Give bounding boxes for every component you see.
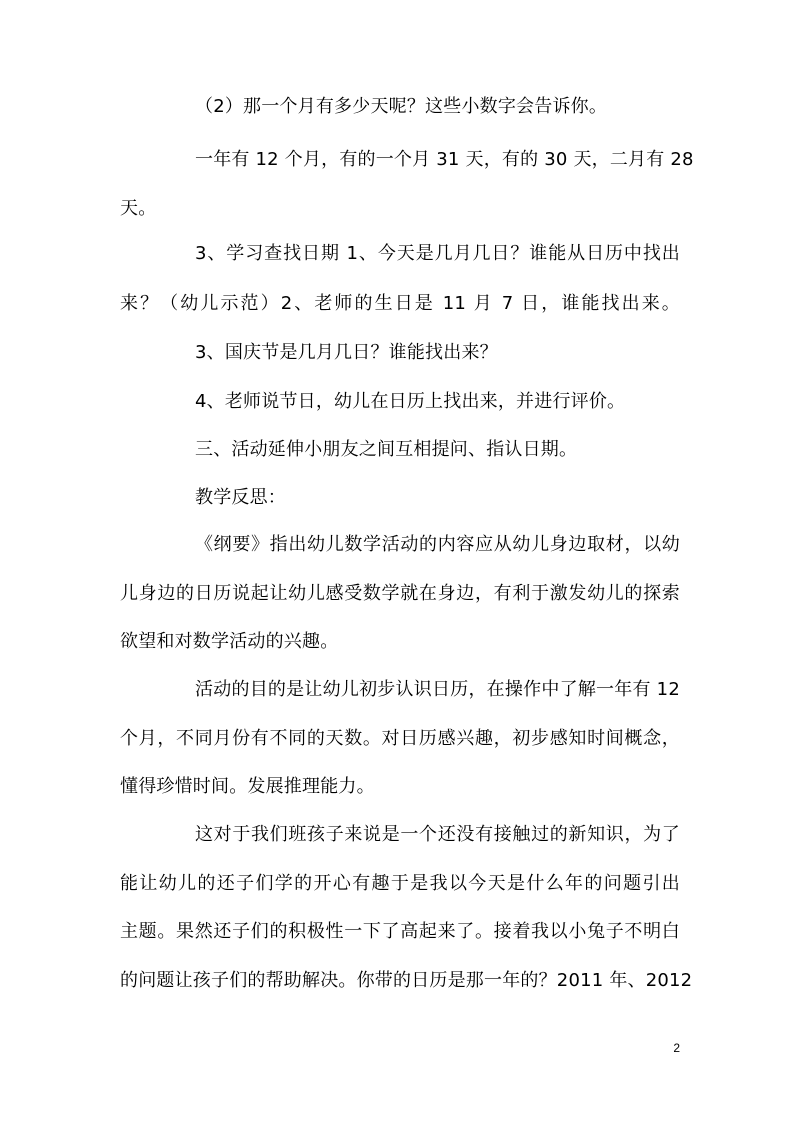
text-line-18: 主题。果然还子们的积极性一下了高起来了。接着我以小兔子不明白 <box>120 921 680 942</box>
text-line-4: 3、学习查找日期 1、今天是几月几日？谁能从日历中找出 <box>195 243 680 264</box>
page-number: 2 <box>673 1041 680 1055</box>
text-line-17: 能让幼儿的还子们学的开心有趣于是我以今天是什么年的问题引出 <box>120 873 680 894</box>
text-line-5: 来？（幼儿示范）2、老师的生日是 11 月 7 日，谁能找出来。 <box>120 293 680 314</box>
text-line-12: 欲望和对数学活动的兴趣。 <box>120 631 339 652</box>
text-line-19: 的问题让孩子们的帮助解决。你带的日历是那一年的？2011 年、2012 <box>120 970 693 991</box>
text-line-13: 活动的目的是让幼儿初步认识日历，在操作中了解一年有 12 <box>195 679 680 700</box>
text-line-7: 4、老师说节日，幼儿在日历上找出来，并进行评价。 <box>195 391 626 412</box>
text-line-11: 儿身边的日历说起让幼儿感受数学就在身边，有利于激发幼儿的探索 <box>120 583 680 604</box>
text-line-1: （2）那一个月有多少天呢？这些小数字会告诉你。 <box>195 96 608 117</box>
text-line-15: 懂得珍惜时间。发展推理能力。 <box>120 776 375 797</box>
text-line-2: 一年有 12 个月，有的一个月 31 天，有的 30 天，二月有 28 <box>195 149 694 170</box>
text-line-10: 《纲要》指出幼儿数学活动的内容应从幼儿身边取材，以幼 <box>195 534 680 555</box>
text-line-6: 3、国庆节是几月几日？谁能找出来？ <box>195 342 498 363</box>
text-line-16: 这对于我们班孩子来说是一个还没有接触过的新知识，为了 <box>195 824 680 845</box>
text-line-3: 天。 <box>120 198 157 219</box>
text-line-9: 教学反思： <box>195 487 286 508</box>
text-line-8: 三、活动延伸小朋友之间互相提问、指认日期。 <box>195 439 578 460</box>
text-line-14: 个月，不同月份有不同的天数。对日历感兴趣，初步感知时间概念， <box>120 728 680 749</box>
